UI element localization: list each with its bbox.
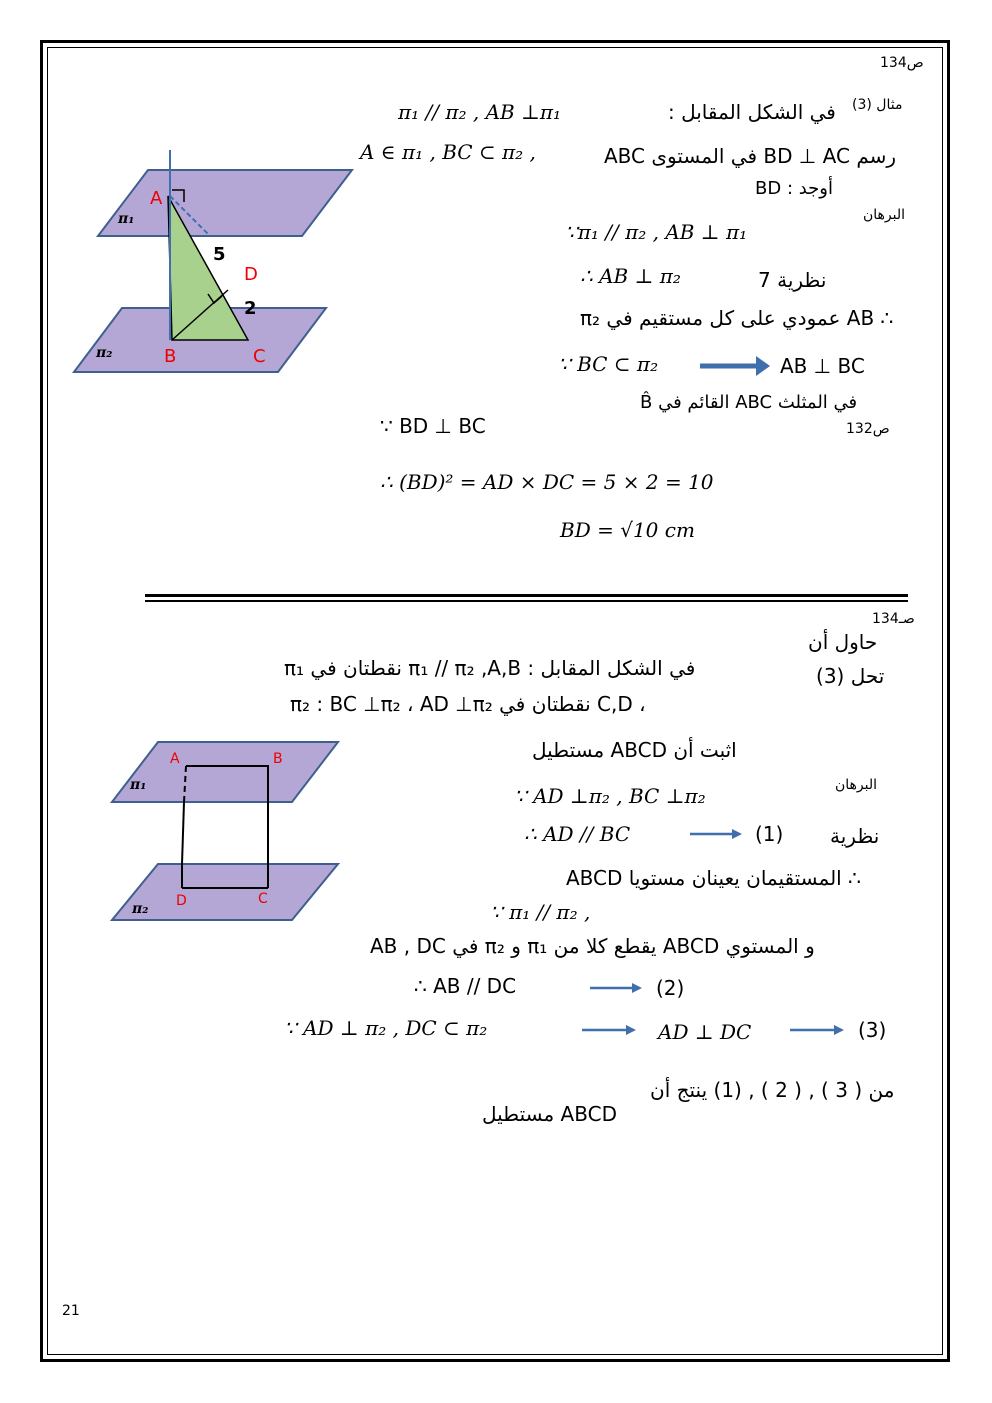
example-line1-math: π₁ // π₂ , AB ⊥π₁	[398, 100, 562, 124]
proof-label: البرهان	[863, 207, 906, 223]
exercise-step-8: من ( 3 ) , ( 2 ) , (1) ينتج أن	[650, 1078, 895, 1102]
fig1-label-b: B	[164, 346, 177, 367]
fig2-label-a: A	[170, 751, 180, 767]
proof-step-5: في المثلث ABC القائم في B̂	[640, 392, 858, 413]
fig1-label-c: C	[253, 346, 266, 367]
try-label-line2: تحل (3)	[816, 664, 885, 688]
page-reference: ص134	[880, 55, 924, 71]
exercise-step-7-mid: AD ⊥ DC	[658, 1020, 752, 1044]
example-line2-math: A ∈ π₁ , BC ⊂ π₂ ,	[360, 140, 536, 164]
exercise-line2: ، C,D نقطتان في π₂ : BC ⊥π₂ ، AD ⊥π₂	[290, 692, 646, 716]
exercise-proof-label: البرهان	[835, 777, 878, 793]
proof-step-8: BD = √10 cm	[560, 518, 695, 542]
fig1-length-dc: 2	[244, 298, 257, 319]
proof-step-2: ∴ AB ⊥ π₂	[580, 264, 681, 288]
proof-step-3: ∴ AB عمودي على كل مستقيم في π₂	[580, 306, 894, 330]
example-line1-text: في الشكل المقابل :	[668, 100, 836, 124]
exercise-page-reference: صـ134	[872, 611, 915, 627]
example-label: مثال (3)	[852, 97, 903, 113]
proof-step-6: ∵ BD ⊥ BC	[380, 414, 486, 438]
fig1-length-ad: 5	[213, 244, 226, 265]
fig1-label-d: D	[244, 264, 258, 285]
exercise-step-7-left: ∵ AD ⊥ π₂ , DC ⊂ π₂	[284, 1016, 488, 1040]
exercise-step-2: ∴ AD // BC	[524, 822, 631, 846]
exercise-step-6-tag: (2)	[656, 976, 685, 1000]
page-number: 21	[62, 1303, 80, 1319]
exercise-line1: في الشكل المقابل : π₁ // π₂ ,A,B نقطتان في π₁	[284, 656, 696, 680]
proof-step-5-ref: ص132	[846, 421, 890, 437]
example-line2-text: رسم BD ⊥ AC في المستوى ABC	[604, 144, 897, 168]
fig2-label-c: C	[258, 891, 268, 907]
fig1-label-pi1: π₁	[118, 211, 135, 227]
exercise-step-2-tag: (1)	[755, 822, 784, 846]
exercise-step-5: و المستوي ABCD يقطع كلا من π₁ و π₂ في AB , DC	[370, 934, 815, 958]
exercise-conclusion: ABCD مستطيل	[482, 1102, 617, 1126]
fig2-label-pi2: π₂	[132, 901, 149, 917]
proof-step-4-right: AB ⊥ BC	[780, 354, 865, 378]
proof-step-2-ref: نظرية 7	[758, 268, 827, 292]
example-find: أوجد : BD	[755, 178, 833, 199]
exercise-step-3: ∴ المستقيمان يعينان مستويا ABCD	[566, 866, 861, 890]
exercise-step-4: ∵ π₁ // π₂ ,	[490, 900, 591, 924]
proof-step-4-left: ∵ BC ⊂ π₂	[558, 352, 659, 376]
proof-step-1: ∵π₁ // π₂ , AB ⊥ π₁	[565, 220, 748, 244]
fig2-label-pi1: π₁	[130, 777, 147, 793]
fig1-label-a: A	[150, 188, 163, 209]
fig1-label-pi2: π₂	[96, 345, 113, 361]
fig2-label-d: D	[176, 893, 187, 909]
exercise-line3: اثبت أن ABCD مستطيل	[532, 738, 737, 762]
exercise-step-1: ∵ AD ⊥π₂ , BC ⊥π₂	[514, 784, 706, 808]
exercise-step-6: ∴ AB // DC	[414, 974, 517, 998]
exercise-theorem-label: نظرية	[830, 824, 880, 848]
proof-step-7: ∴ (BD)² = AD × DC = 5 × 2 = 10	[380, 470, 714, 494]
fig2-label-b: B	[273, 751, 283, 767]
try-label-line1: حاول أن	[808, 630, 878, 654]
exercise-step-7-tag: (3)	[858, 1018, 887, 1042]
